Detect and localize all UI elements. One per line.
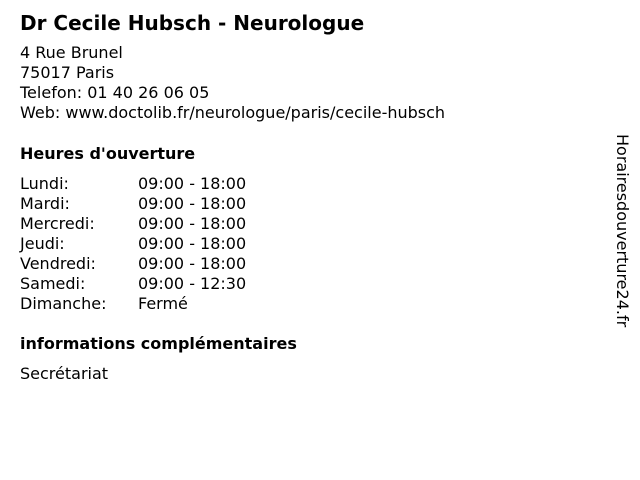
hours-row-wednesday xyxy=(20,214,246,234)
hours-row-tuesday xyxy=(20,194,246,214)
opening-hours-table xyxy=(20,174,246,314)
day-label: Mardi: xyxy=(20,194,70,213)
day-label: Mercredi: xyxy=(20,214,95,233)
opening-hours-heading: Heures d'ouverture xyxy=(20,144,196,163)
hours-row-sunday xyxy=(20,294,246,314)
day-label: Vendredi: xyxy=(20,254,96,273)
day-label: Dimanche: xyxy=(20,294,107,313)
time-range: 09:00 - 18:00 xyxy=(138,174,247,193)
hours-row-monday xyxy=(20,174,246,194)
address-block xyxy=(20,43,445,123)
hours-row-thursday xyxy=(20,234,246,254)
time-range: 09:00 - 18:00 xyxy=(138,194,247,213)
time-range: 09:00 - 18:00 xyxy=(138,214,247,233)
hours-row-friday xyxy=(20,254,246,274)
phone-number: Telefon: 01 40 26 06 05 xyxy=(20,83,210,102)
site-watermark: Horairesdouverture24.fr xyxy=(613,134,632,328)
time-range: Fermé xyxy=(138,294,188,313)
street-address: 4 Rue Brunel xyxy=(20,43,123,62)
city-postal: 75017 Paris xyxy=(20,63,115,82)
time-range: 09:00 - 18:00 xyxy=(138,234,247,253)
additional-info-text: Secrétariat xyxy=(20,364,109,383)
page-title: Dr Cecile Hubsch - Neurologue xyxy=(20,11,365,35)
day-label: Lundi: xyxy=(20,174,69,193)
time-range: 09:00 - 12:30 xyxy=(138,274,247,293)
time-range: 09:00 - 18:00 xyxy=(138,254,247,273)
website-url: Web: www.doctolib.fr/neurologue/paris/cecile-hubsch xyxy=(20,103,446,122)
day-label: Samedi: xyxy=(20,274,86,293)
additional-info-heading: informations complémentaires xyxy=(20,334,297,353)
hours-row-saturday xyxy=(20,274,246,294)
day-label: Jeudi: xyxy=(20,234,65,253)
